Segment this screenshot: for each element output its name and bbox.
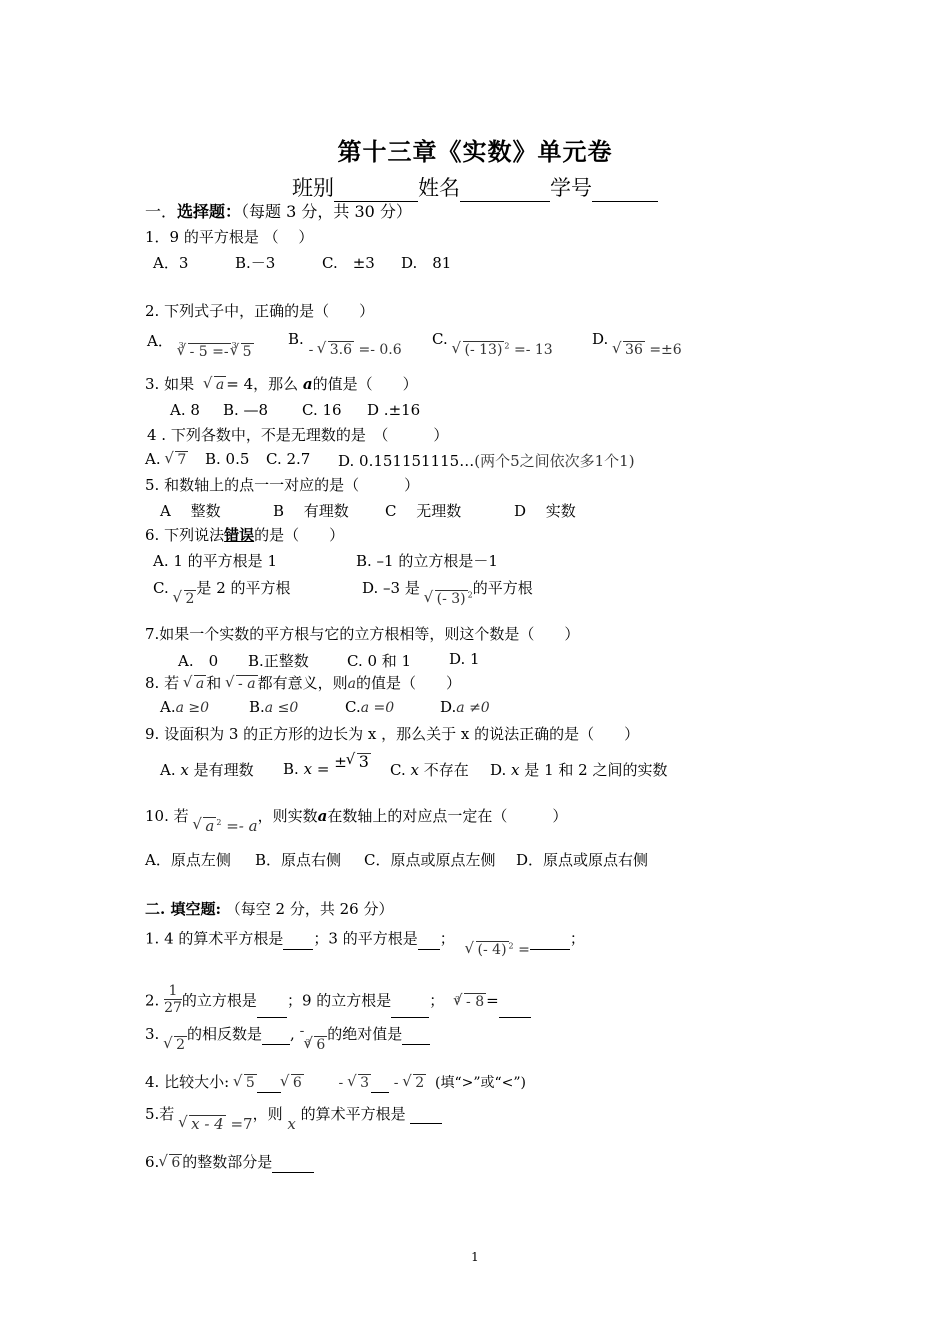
q2-a-label: A． [147,332,173,350]
fill4-r3: 3 [360,1075,369,1091]
fill1-end: ； [569,929,585,948]
q2-d-rad: 36 [625,342,643,358]
fill5 [145,1104,442,1133]
fill3-rad2-expr: √ 3 6 [305,1035,327,1055]
fill1-text-c: ； [439,929,455,948]
fill1-blank-3[interactable] [530,931,570,950]
q2-a-expr: √ 3 - 5 =- √ 3 5 [178,344,254,360]
fill5-pre: 5.若 [145,1105,175,1123]
fill6-expr [160,1153,182,1173]
q2-stem: 2. 下列式子中，正确的是（ ） [145,302,375,320]
section1-note: （每题 3 分，共 30 分） [241,202,412,221]
fill4-neg-1: - [338,1075,344,1091]
fill2-frac-den: 27 [164,1000,182,1016]
q8-option-b[interactable] [249,698,298,716]
q3-pre: 3. 如果 [145,375,195,393]
fill4-r4: 2 [415,1075,425,1091]
q8-mid: 和 [206,674,222,692]
number-label: 学号 [550,176,592,200]
fill1-rad: (- 4) [477,941,507,958]
q8-rad1: a [195,676,205,692]
fill1-blank-1[interactable] [283,931,313,950]
q10-option-d[interactable]: D．原点或原点右侧 [516,851,649,869]
section2-note: （每空 2 分，共 26 分） [225,900,394,918]
q6-c-pre: C. [153,579,169,597]
fill2-text-a: 的立方根是 [181,991,257,1010]
q8-rad1-expr [185,674,206,694]
q10-expr: √ a $^2$ =- a [193,817,257,835]
q3-rad-expr [205,375,226,395]
q10-stem [145,803,568,835]
fill5-blank[interactable] [410,1105,442,1124]
fill6 [145,1152,314,1173]
q2-b-label: B. [288,330,304,348]
q8-rad2-expr [227,674,258,694]
q8-post: 都有意义，则 [257,674,348,692]
q4-d-label: D. 0.151151115… [338,452,475,470]
q8-rad2: - a [238,676,256,692]
fill4 [145,1072,526,1093]
fill1 [145,926,585,958]
fill1-text-b: ；3 的平方根是 [313,929,418,948]
q9-b-eq: = [316,760,330,778]
q2-option-d[interactable] [592,330,682,358]
q3-stem [145,374,418,395]
q9-b-pm: ± [334,753,347,771]
fill4-blank-2[interactable] [371,1074,389,1093]
fill4-blank-1[interactable] [257,1074,281,1093]
fill3-rad2: 6 [316,1037,326,1053]
section2-label: 二. 填空题: [145,900,221,918]
q3-mid: = 4，那么 [226,375,299,393]
q1-option-a[interactable]: A．3 [153,254,189,272]
q10-pre: 10. 若 [145,807,189,825]
fill3-text-b: 的绝对值是 [327,1025,403,1043]
q3-option-d[interactable]: D .±16 [367,401,421,419]
q8-d-label: D. [440,698,457,716]
q8-option-a[interactable] [160,698,209,716]
q3-rad: a [215,377,225,393]
student-info [0,172,950,202]
q9-a-var: x [180,761,189,779]
q4-a-expr [166,451,188,468]
fill4-r1: 5 [245,1075,255,1091]
q6-d-expr: √ (- 3) $^2$ [425,591,473,607]
q4-option-b[interactable]: B. 0.5 [205,450,250,468]
q10-mid: ，则实数 [257,807,318,825]
q2-a-rad2: 5 [242,344,252,360]
q1-stem: 1．9 的平方根是 （ ） [145,228,314,246]
q2-b-post: =- 0.6 [358,342,402,358]
fill4-r3-expr [349,1073,371,1093]
fill5-expr [179,1115,253,1133]
q8-c-expr: a =0 [360,700,395,716]
q9-a-pre: A. [160,761,176,779]
q4-stem: 4 . 下列各数中，不是无理数的是 （ ） [147,426,449,444]
q6-d-pre: D. –3 是 [362,579,420,597]
q8-option-d[interactable] [440,698,490,716]
q5-option-b[interactable]: B 有理数 [273,502,349,520]
fill3-text-a: 的相反数是 [187,1025,263,1043]
q10-option-a[interactable]: A．原点左侧 [145,851,231,869]
q2-option-a[interactable] [147,330,254,360]
q6-d-rad: (- 3) [436,591,466,607]
q6-option-b[interactable]: B. –1 的立方根是－1 [356,552,498,570]
q2-c-expr: √ (- 13) $^2$ =- 13 [453,342,553,358]
q10-var: a [317,807,328,825]
fill5-rad: x - 4 [191,1115,224,1133]
fill6-pre: 6. [145,1153,160,1171]
q9-option-c[interactable] [390,759,469,780]
fill2-blank-2[interactable] [391,999,429,1018]
q2-a-rad: - 5 =- [189,344,229,360]
q6-option-c[interactable] [153,577,291,607]
section2-heading [145,899,393,919]
fill6-rad: 6 [171,1155,181,1171]
fill2-fraction [164,983,182,1016]
q4-option-d[interactable] [338,450,635,471]
q6-c-rad: 2 [185,591,195,607]
page-title: 第十三章《实数》单元卷 [337,137,613,166]
q9-d-post: 是 1 和 2 之间的实数 [524,761,668,779]
q2-c-post: =- 13 [513,342,553,358]
q9-b-sqrt [348,752,371,771]
q4-a-label: A. [145,450,161,468]
fill1-text-a: 1. 4 的算术平方根是 [145,929,284,948]
q6-c-expr [175,590,197,607]
q10-option-b[interactable]: B．原点右侧 [255,851,342,869]
q6-post: 的是（ ） [254,526,345,544]
q6-emphasis: 错误 [224,526,255,544]
name-label: 姓名 [418,176,460,200]
q6-stem [145,525,344,545]
q4-d-note: (两个5之间依次多1个1) [474,452,635,470]
fill3-blank-2[interactable] [402,1026,430,1045]
q4-option-c[interactable]: C. 2.7 [266,450,311,468]
fill2-text-b: ；9 的立方根是 [286,991,392,1010]
q7-option-a[interactable]: A. 0 [178,652,219,670]
q9-c-var: x [410,761,419,779]
section1-label: 选择题： [177,202,242,221]
q8-end: 的值是（ ） [355,674,461,692]
fill4-note: (填“>”或“<”) [434,1075,526,1091]
q2-c-rad: (- 13) [464,342,503,358]
q1-option-b[interactable]: B.－3 [235,254,276,272]
q3-option-b[interactable]: B. —8 [223,401,269,419]
fill2-blank-3[interactable] [499,999,531,1018]
q9-b-var: x [303,760,313,778]
q3-var: a [302,375,313,393]
q9-d-var: x [511,761,520,779]
fill4-r2-expr [282,1073,304,1093]
q6-option-d[interactable] [362,577,533,607]
fill1-expr: √ (- 4) $^2$ = [466,942,530,958]
fill5-eq: =7 [230,1115,253,1133]
q9-option-d[interactable] [490,759,667,780]
section1-num: 一． [145,202,178,221]
fill2-text-c: ； [429,991,445,1010]
fill4-r1-expr [235,1073,257,1093]
q3-option-a[interactable]: A. 8 [170,401,200,419]
q10-option-c[interactable]: C．原点或原点左侧 [364,851,496,869]
q6-d-post: 的平方根 [472,579,533,597]
q9-stem: 9. 设面积为 3 的正方形的边长为 x ，那么关于 x 的说法正确的是（ ） [145,725,640,743]
fill2-rad: - 8 [466,993,485,1010]
q5-option-c[interactable]: C 无理数 [385,502,462,520]
fill4-neg-2: - [393,1075,399,1091]
q8-b-label: B. [249,698,265,716]
q9-c-post: 不存在 [423,761,469,779]
q2-c-label: C. [432,330,448,348]
q9-d-pre: D. [490,761,507,779]
q9-option-b[interactable] [283,752,371,778]
section1-heading [145,202,412,222]
fill6-blank[interactable] [272,1154,314,1173]
fill4-r4-expr [404,1073,426,1093]
q8-var: a [347,676,356,692]
q10-post: 在数轴上的对应点一定在（ ） [327,807,568,825]
q8-c-label: C. [345,698,361,716]
q3-option-c[interactable]: C. 16 [302,401,342,419]
q9-b-rad: 3 [358,752,369,771]
q7-stem: 7.如果一个实数的平方根与它的立方根相等，则这个数是（ ） [145,625,580,643]
class-label: 班别 [292,176,334,200]
fill2-expr: √ 3 - 8 [455,992,486,1012]
q9-a-post: 是有理数 [193,761,254,779]
q2-option-b[interactable] [288,330,402,358]
fill2 [145,985,531,1018]
q9-b-pre: B. [283,760,299,778]
fill1-blank-2[interactable] [418,931,440,950]
fill1-eq: = [518,941,530,958]
q8-d-expr: a ≠0 [456,700,490,716]
q7-option-b[interactable]: B.正整数 [248,652,309,670]
q8-b-expr: a ≤0 [264,700,299,716]
q6-c-post: 是 2 的平方根 [196,579,291,597]
q1-option-c[interactable]: C. ±3 [322,254,375,272]
number-blank[interactable] [592,179,658,202]
q2-b-rad: 3.6 [329,342,353,358]
class-blank[interactable] [334,179,418,202]
name-blank[interactable] [460,179,550,202]
q2-d-label: D. [592,330,609,348]
fill4-text: 4. 比较大小: [145,1073,230,1091]
q6-option-a[interactable]: A. 1 的平方根是 1 [153,552,277,570]
fill2-eq: = [486,991,499,1010]
q2-d-post: =±6 [649,342,682,358]
q1-option-d[interactable]: D. 81 [401,254,452,272]
q8-stem [145,673,461,694]
q4-a-rad: 7 [177,452,187,468]
fill2-num: 2. [145,991,160,1010]
q9-option-a[interactable] [160,759,254,780]
q8-a-expr: a ≥0 [175,700,210,716]
q8-option-c[interactable] [345,698,394,716]
q6-pre: 6. 下列说法 [145,526,225,544]
q3-post: 的值是（ ） [312,375,418,393]
fill5-var: x [287,1115,296,1133]
fill2-blank-1[interactable] [257,999,287,1018]
fill3-num: 3. [145,1025,160,1043]
fill3-blank-1[interactable] [262,1026,290,1045]
fill5-mid: ，则 [252,1105,283,1123]
q2-b-pre: - [308,342,314,358]
q5-stem: 5. 和数轴上的点一一对应的是（ ） [145,476,420,494]
q9-c-pre: C. [390,761,406,779]
q2-b-expr [309,342,402,358]
page-number: 1 [471,1250,479,1264]
fill3-neg: - [299,1023,305,1039]
fill4-r2: 6 [292,1075,302,1091]
fill2-frac-num: 1 [164,983,182,1000]
q10-rad: a [205,817,215,835]
q2-option-c[interactable] [432,330,553,358]
q5-option-d[interactable]: D 实数 [514,502,576,520]
fill3-sep: , [290,1025,295,1043]
q5-option-a[interactable]: A 整数 [160,502,221,520]
q8-pre: 8. 若 [145,674,180,692]
q7-option-c[interactable]: C. 0 和 1 [347,652,412,670]
fill3-rad1-expr [165,1035,187,1055]
fill5-post: 的算术平方根是 [300,1105,406,1123]
fill6-post: 的整数部分是 [182,1153,273,1171]
fill3 [145,1023,430,1053]
q10-post-expr: =- a [226,817,258,835]
q8-a-label: A. [160,698,176,716]
q4-option-a[interactable] [145,450,188,468]
q7-option-d[interactable]: D. 1 [449,650,480,668]
q2-d-expr [613,342,682,358]
fill3-rad1: 2 [176,1037,186,1053]
